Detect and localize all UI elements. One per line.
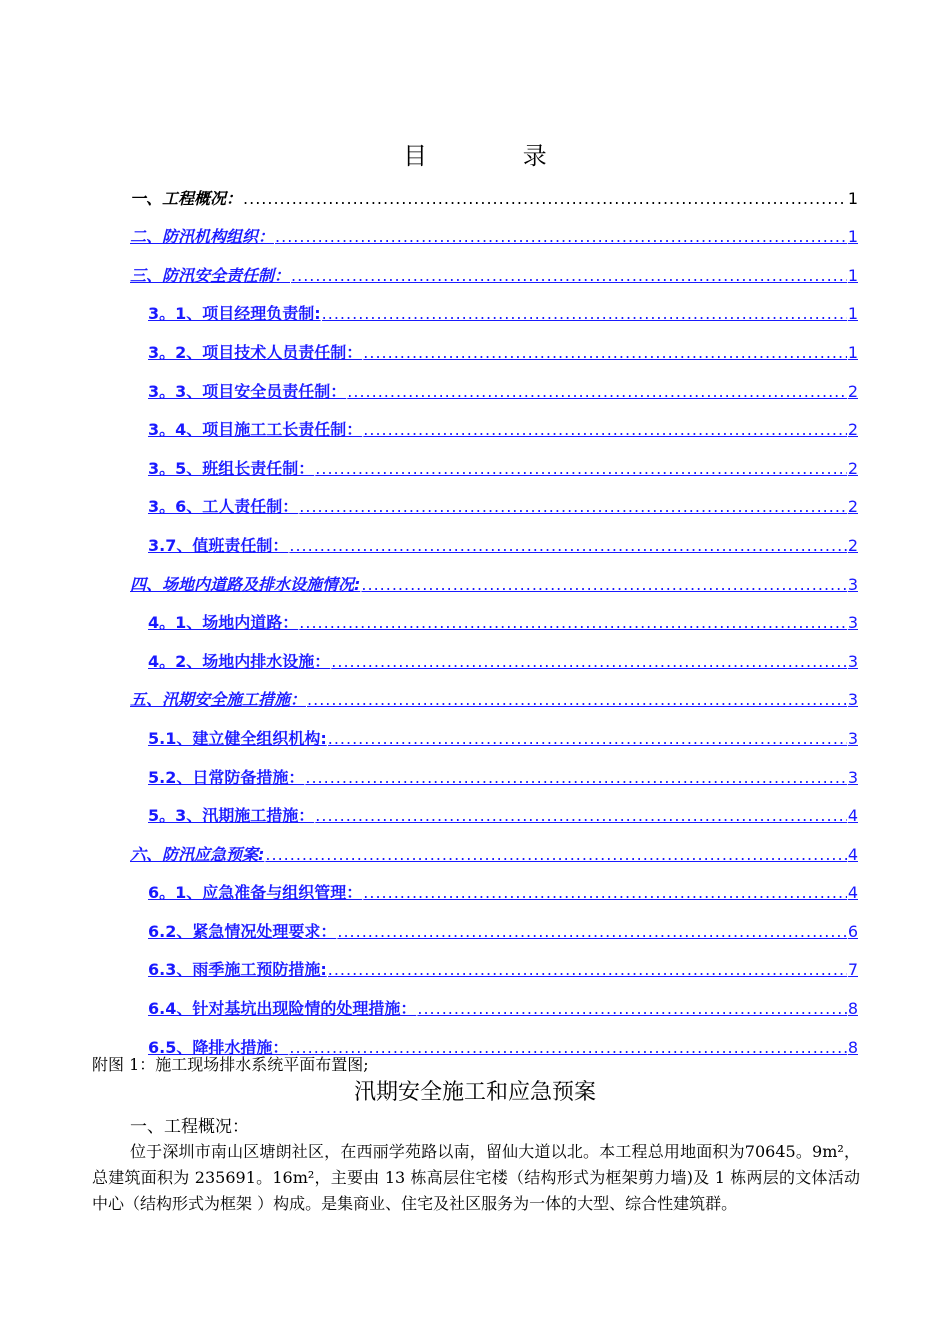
toc-entry-label: 一、工程概况：: [130, 188, 243, 208]
toc-entry[interactable]: [130, 980, 858, 1019]
section-heading: 一、工程概况：: [130, 1117, 249, 1137]
toc-entry-label: 3。5、班组长责任制：: [148, 458, 315, 478]
toc-entry[interactable]: [130, 402, 858, 441]
toc-leader-dots: [347, 382, 847, 402]
toc-leader-dots: [361, 575, 846, 595]
toc-entry-label: 6.5、降排水措施：: [148, 1037, 289, 1057]
toc-entry[interactable]: [130, 903, 858, 942]
toc-entry-page: 2: [847, 381, 858, 401]
toc-entry-page: 1: [847, 342, 858, 362]
toc-leader-dots: [363, 420, 847, 440]
toc-entry-label: 6.2、紧急情况处理要求：: [148, 921, 337, 941]
toc-entry-label: 五、汛期安全施工措施：: [130, 690, 307, 710]
appendix-note: 附图 1：施工现场排水系统平面布置图;: [92, 1055, 369, 1074]
toc-entry-page: 1: [847, 227, 858, 247]
toc-entry-label: 5.1、建立健全组织机构:: [148, 728, 327, 748]
toc-leader-dots: [289, 1038, 846, 1058]
table-of-contents: [130, 170, 858, 1058]
toc-entry-page: 2: [847, 535, 858, 555]
toc-entry-label: 3。2、项目技术人员责任制：: [148, 342, 363, 362]
toc-entry-page: 1: [847, 265, 858, 285]
toc-entry-label: 三、防汛安全责任制：: [130, 265, 291, 285]
document-title: 汛期安全施工和应急预案: [353, 1080, 596, 1105]
toc-entry-page: 3: [847, 651, 858, 671]
toc-entry-page: 3: [847, 613, 858, 633]
toc-entry-label: 5.2、日常防备措施：: [148, 767, 305, 787]
toc-entry[interactable]: [130, 826, 858, 865]
toc-entry-label: 4。1、场地内道路：: [148, 613, 299, 633]
toc-leader-dots: [331, 652, 847, 672]
toc-entry[interactable]: [130, 865, 858, 904]
toc-entry-label: 5。3、汛期施工措施：: [148, 806, 315, 826]
toc-entry-page: 6: [847, 921, 858, 941]
section-paragraph: 位于深圳市南山区塘朗社区，在西丽学苑路以南，留仙大道以北。本工程总用地面积为70645。9m²，总建筑面积为 235691。16m²，主要由 13 栋高层住宅楼（结构形式为框架剪力墙)及 1 栋两层的文体活动中心（结构形式为框架 ）构成。是集商业、住宅及社区服务为一体的大型、综合性建筑群。: [92, 1142, 860, 1213]
toc-entry-label: 6。1、应急准备与组织管理：: [148, 883, 363, 903]
toc-entry[interactable]: [130, 324, 858, 363]
toc-leader-dots: [243, 189, 847, 209]
toc-leader-dots: [363, 883, 847, 903]
toc-entry-page: 1: [847, 188, 858, 208]
toc-leader-dots: [307, 690, 847, 710]
toc-entry-label: 4。2、场地内排水设施：: [148, 651, 331, 671]
toc-leader-dots: [305, 768, 846, 788]
toc-entry[interactable]: [130, 440, 858, 479]
toc-entry-label: 六、防汛应急预案:: [130, 844, 265, 864]
toc-entry[interactable]: [130, 633, 858, 672]
toc-leader-dots: [299, 613, 847, 633]
toc-entry[interactable]: [130, 749, 858, 788]
toc-entry[interactable]: [130, 363, 858, 402]
toc-entry-page: 4: [847, 883, 858, 903]
toc-entry-label: 3。3、项目安全员责任制：: [148, 381, 347, 401]
toc-entry-label: 6.4、针对基坑出现险情的处理措施：: [148, 999, 417, 1019]
toc-entry-page: 2: [847, 497, 858, 517]
toc-entry[interactable]: [130, 942, 858, 981]
toc-entry[interactable]: [130, 517, 858, 556]
toc-entry[interactable]: [130, 286, 858, 325]
toc-entry-page: 3: [847, 574, 858, 594]
toc-entry[interactable]: [130, 788, 858, 827]
toc-leader-dots: [315, 459, 847, 479]
toc-title: 目 录: [403, 142, 591, 170]
toc-entry-page: 4: [847, 844, 858, 864]
toc-entry-label: 6.3、雨季施工预防措施:: [148, 960, 327, 980]
toc-entry[interactable]: [130, 209, 858, 248]
toc-entry-page: 2: [847, 458, 858, 478]
toc-leader-dots: [363, 343, 847, 363]
toc-entry[interactable]: [130, 672, 858, 711]
toc-entry[interactable]: [130, 556, 858, 595]
toc-leader-dots: [328, 729, 847, 749]
toc-leader-dots: [322, 304, 847, 324]
toc-entry-label: 3。1、项目经理负责制:: [148, 304, 321, 324]
toc-entry[interactable]: [130, 479, 858, 518]
toc-entry[interactable]: [130, 247, 858, 286]
toc-leader-dots: [315, 806, 847, 826]
toc-leader-dots: [337, 922, 846, 942]
toc-entry-page: 7: [847, 960, 858, 980]
toc-leader-dots: [289, 536, 846, 556]
toc-leader-dots: [291, 266, 847, 286]
toc-leader-dots: [299, 497, 847, 517]
toc-entry-page: 1: [847, 304, 858, 324]
toc-leader-dots: [328, 960, 847, 980]
toc-entry-label: 3。4、项目施工工长责任制：: [148, 420, 363, 440]
toc-entry[interactable]: [130, 595, 858, 634]
toc-entry-label: 四、场地内道路及排水设施情况:: [130, 574, 361, 594]
toc-entry[interactable]: [130, 710, 858, 749]
toc-entry-label: 3.7、值班责任制：: [148, 535, 289, 555]
toc-entry-label: 3。6、工人责任制：: [148, 497, 299, 517]
toc-entry-page: 3: [847, 728, 858, 748]
toc-entry-page: 3: [847, 690, 858, 710]
toc-entry: [130, 170, 858, 209]
toc-entry-page: 8: [847, 999, 858, 1019]
toc-leader-dots: [417, 999, 846, 1019]
toc-entry-page: 3: [847, 767, 858, 787]
toc-entry-page: 8: [847, 1037, 858, 1057]
toc-leader-dots: [275, 227, 847, 247]
toc-entry-page: 2: [847, 420, 858, 440]
toc-entry-label: 二、防汛机构组织：: [130, 227, 275, 247]
toc-entry-page: 4: [847, 806, 858, 826]
toc-leader-dots: [265, 845, 846, 865]
